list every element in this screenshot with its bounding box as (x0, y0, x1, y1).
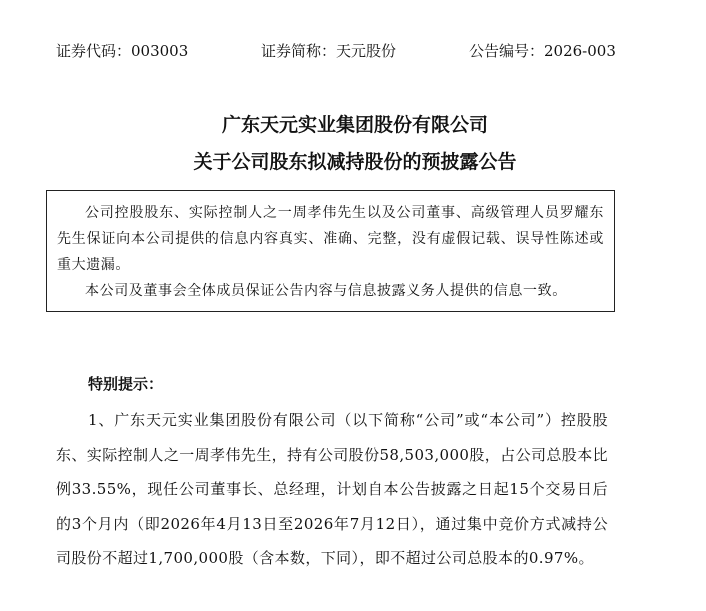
announcement-number: 公告编号：2026-003 (469, 42, 616, 60)
guarantee-statement-2: 本公司及董事会全体成员保证公告内容与信息披露义务人提供的信息一致。 (85, 283, 567, 299)
company-title: 广东天元实业集团股份有限公司 (221, 114, 488, 136)
guarantee-statement-1: 公司控股股东、实际控制人之一周孝伟先生以及公司董事、高级管理人员罗耀东先生保证向本公司提供的信息内容真实、准确、完整，没有虚假记载、误导性陈述或重大遗漏。 (57, 205, 604, 273)
announcement-header (0, 40, 706, 62)
guarantee-notice-box (46, 190, 615, 312)
stock-name: 证券简称：天元股份 (261, 42, 397, 60)
stock-code: 证券代码：003003 (56, 42, 189, 60)
special-notice-item-1: 1、广东天元实业集团股份有限公司（以下简称“公司”或“本公司”）控股股东、实际控制人之一周孝伟先生，持有公司股份58,503,000股，占公司总股本比例33.55%，现任公司董事长、总经理，计划自本公告披露之日起15个交易日后的3个月内（即2026年4月13日至2026年7月12日），通过集中竞价方式减持公司股份不超过1,700,000股（含本数，下同），即不超过公司总股本的0.97%。 (56, 411, 608, 567)
announcement-title: 关于公司股东拟减持股份的预披露公告 (193, 151, 517, 173)
special-notice-heading: 特别提示： (88, 375, 164, 393)
